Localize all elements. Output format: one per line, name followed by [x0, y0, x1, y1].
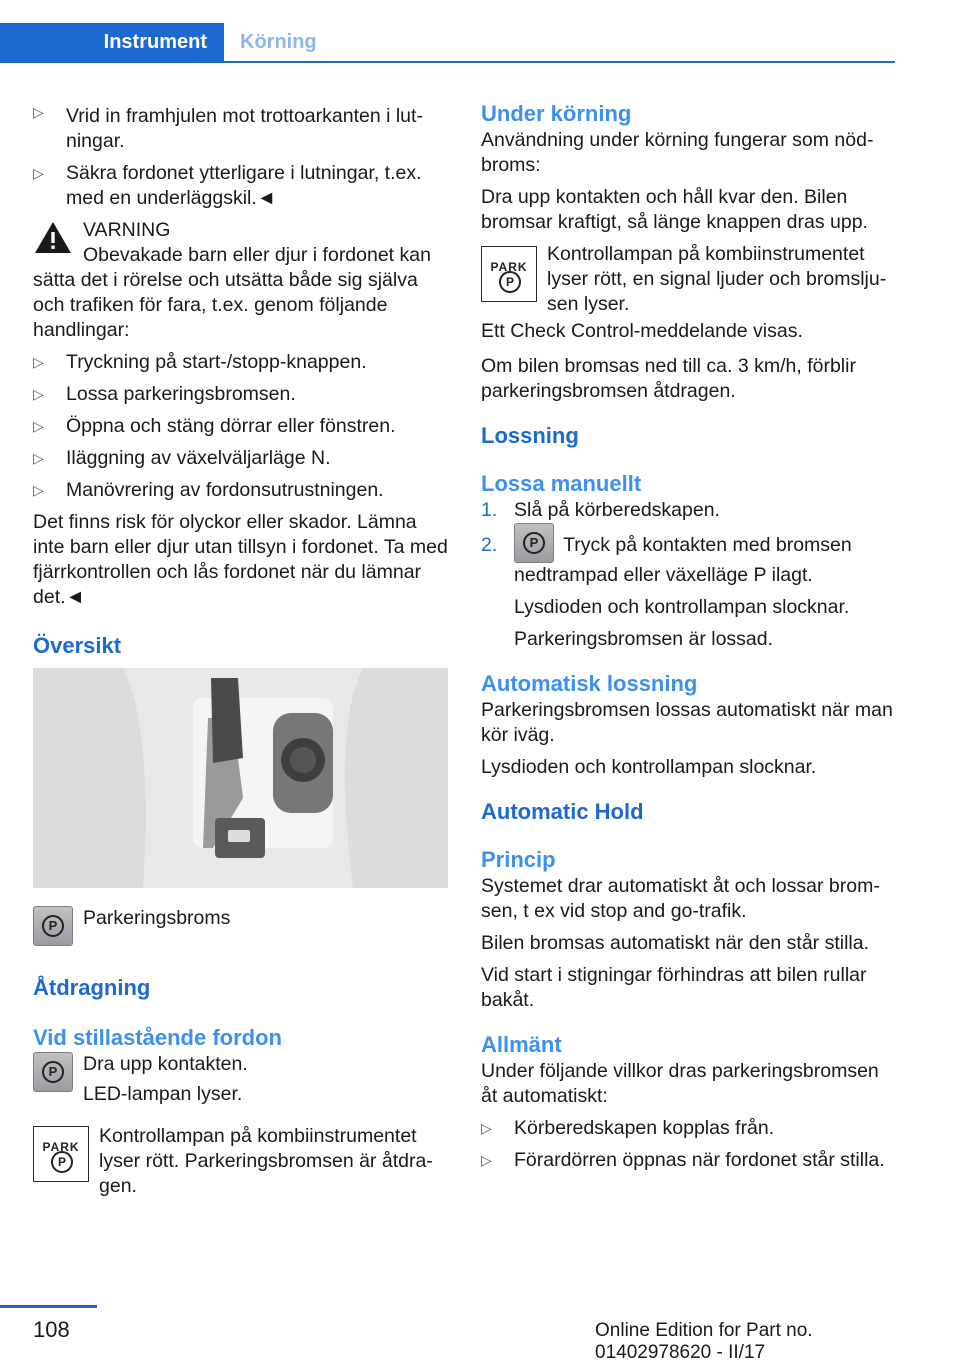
list-item: ▷ Iläggning av växelväljarläge N.: [33, 447, 331, 469]
triangle-bullet-icon: ▷: [481, 1120, 492, 1136]
list-item: ▷ Förardörren öppnas när fordonet står stilla.: [481, 1149, 885, 1171]
principle-p2: Bilen bromsas automatiskt när den står stilla.: [481, 932, 870, 954]
driving-p1: Användning under körning fungerar som nödbroms:: [481, 129, 874, 176]
apply-line2: LED-lampan lyser.: [83, 1083, 243, 1105]
list-item: 1. Slå på körberedskapen.: [481, 499, 720, 521]
list-item: ▷ Manövrering av fordonsutrustningen.: [33, 479, 384, 501]
triangle-bullet-icon: ▷: [481, 1152, 492, 1168]
tab-korning[interactable]: Körning: [240, 31, 317, 53]
apply-line1: Dra upp kontakten.: [83, 1053, 248, 1075]
left-column: [33, 100, 448, 1199]
principle-p1: Systemet drar automatiskt åt och lossar bromsen, t ex vid stop and go-trafik.: [481, 875, 880, 922]
apply-instructions: [33, 1052, 448, 1112]
parking-brake-photo: [33, 668, 448, 888]
header-bar: [0, 23, 895, 63]
tab-instrument[interactable]: Instrument: [0, 23, 224, 61]
warning-closing: Det finns risk för olyckor eller skador. Lämna inte barn eller djur utan tillsyn i fordonet. Ta med fjärrkontrollen och lås fordonet när du lämnar det.◄: [33, 511, 448, 608]
heading-oversikt: Översikt: [33, 633, 122, 658]
driving-p2: Dra upp kontakten och håll kvar den. Bilen bromsar kraftigt, så länge knappen dras upp.: [481, 186, 868, 233]
driving-park-text: Kontrollampan på kombiinstrumentet lyser rött, en signal ljuder och bromsljusen lyser.: [547, 243, 887, 315]
photo-caption: Parkeringsbroms: [83, 907, 231, 929]
step2-sub1: Lysdioden och kontrollampan slocknar.: [514, 596, 850, 618]
page-number: 108: [33, 1317, 70, 1342]
parking-brake-button-icon: P: [514, 523, 554, 563]
list-item: ▷ Körberedskapen kopplas från.: [481, 1117, 775, 1139]
heading-lossa-manuellt: Lossa manuellt: [481, 471, 642, 496]
apply-park-text: Kontrollampan på kombiinstrumentet lyser rött. Parkeringsbromsen är åtdragen.: [99, 1125, 433, 1197]
general-p1: Under följande villkor dras parkeringsbromsen åt automatiskt:: [481, 1060, 879, 1107]
heading-under-korning: Under körning: [481, 101, 632, 126]
driving-park-indicator: [481, 242, 896, 317]
triangle-bullet-icon: ▷: [33, 104, 44, 120]
heading-princip: Princip: [481, 847, 556, 872]
parking-brake-legend: [33, 906, 448, 946]
edition-text: Online Edition for Part no. 01402978620 - II/17: [595, 1320, 813, 1362]
apply-park-indicator: [33, 1124, 448, 1199]
right-column: [481, 100, 896, 1180]
warning-text: Obevakade barn eller djur i fordonet kan sätta det i rörelse och utsätta både sig själva och trafiken för fara, t.ex. genom följande handlingar:: [33, 244, 431, 341]
list-item: ▷ Vrid in framhjulen mot trottoarkanten i lutningar.: [33, 100, 448, 154]
heading-atdragning: Åtdragning: [33, 975, 151, 1000]
footer-rule: [0, 1305, 97, 1308]
triangle-bullet-icon: ▷: [33, 450, 44, 466]
auto-p1: Parkeringsbromsen lossas automatiskt när man kör iväg.: [481, 699, 893, 746]
warning-icon: [33, 220, 73, 255]
list-item: ▷ Öppna och stäng dörrar eller fönstren.: [33, 415, 396, 437]
center-console-image: [33, 668, 448, 888]
auto-p2: Lysdioden och kontrollampan slocknar.: [481, 756, 817, 778]
warning-title: VARNING: [83, 219, 171, 241]
warning-block: [33, 218, 448, 243]
heading-automatic-hold: Automatic Hold: [481, 799, 644, 824]
driving-p4: Om bilen bromsas ned till ca. 3 km/h, förblir parkeringsbromsen åtdragen.: [481, 355, 856, 402]
heading-vid-stillastaende: Vid stillastående fordon: [33, 1025, 282, 1050]
heading-lossning: Lossning: [481, 423, 579, 448]
step2-sub2: Parkeringsbromsen är lossad.: [514, 628, 774, 650]
heading-allmant: Allmänt: [481, 1032, 562, 1057]
parking-brake-button-icon: P: [33, 1052, 73, 1092]
list-item: ▷ Lossa parkeringsbromsen.: [33, 383, 296, 405]
triangle-bullet-icon: ▷: [33, 165, 44, 181]
park-indicator-icon: PARK P: [33, 1126, 89, 1182]
list-item: ▷ Tryckning på start-/stopp-knappen.: [33, 351, 367, 373]
triangle-bullet-icon: ▷: [33, 386, 44, 402]
park-indicator-icon: PARK P: [481, 246, 537, 302]
heading-automatisk-lossning: Automatisk lossning: [481, 671, 698, 696]
triangle-bullet-icon: ▷: [33, 354, 44, 370]
triangle-bullet-icon: ▷: [33, 482, 44, 498]
list-item: 2. P Tryck på kontakten med bromsen nedtrampad eller växelläge P ilagt.: [481, 533, 896, 588]
driving-p3: Ett Check Control-meddelande visas.: [481, 320, 803, 342]
principle-p3: Vid start i stigningar förhindras att bilen rullar bakåt.: [481, 964, 867, 1011]
triangle-bullet-icon: ▷: [33, 418, 44, 434]
list-item: ▷ Säkra fordonet ytterligare i lutningar, t.ex. med en underläggskil.◄: [33, 162, 422, 209]
parking-brake-button-icon: P: [33, 906, 73, 946]
